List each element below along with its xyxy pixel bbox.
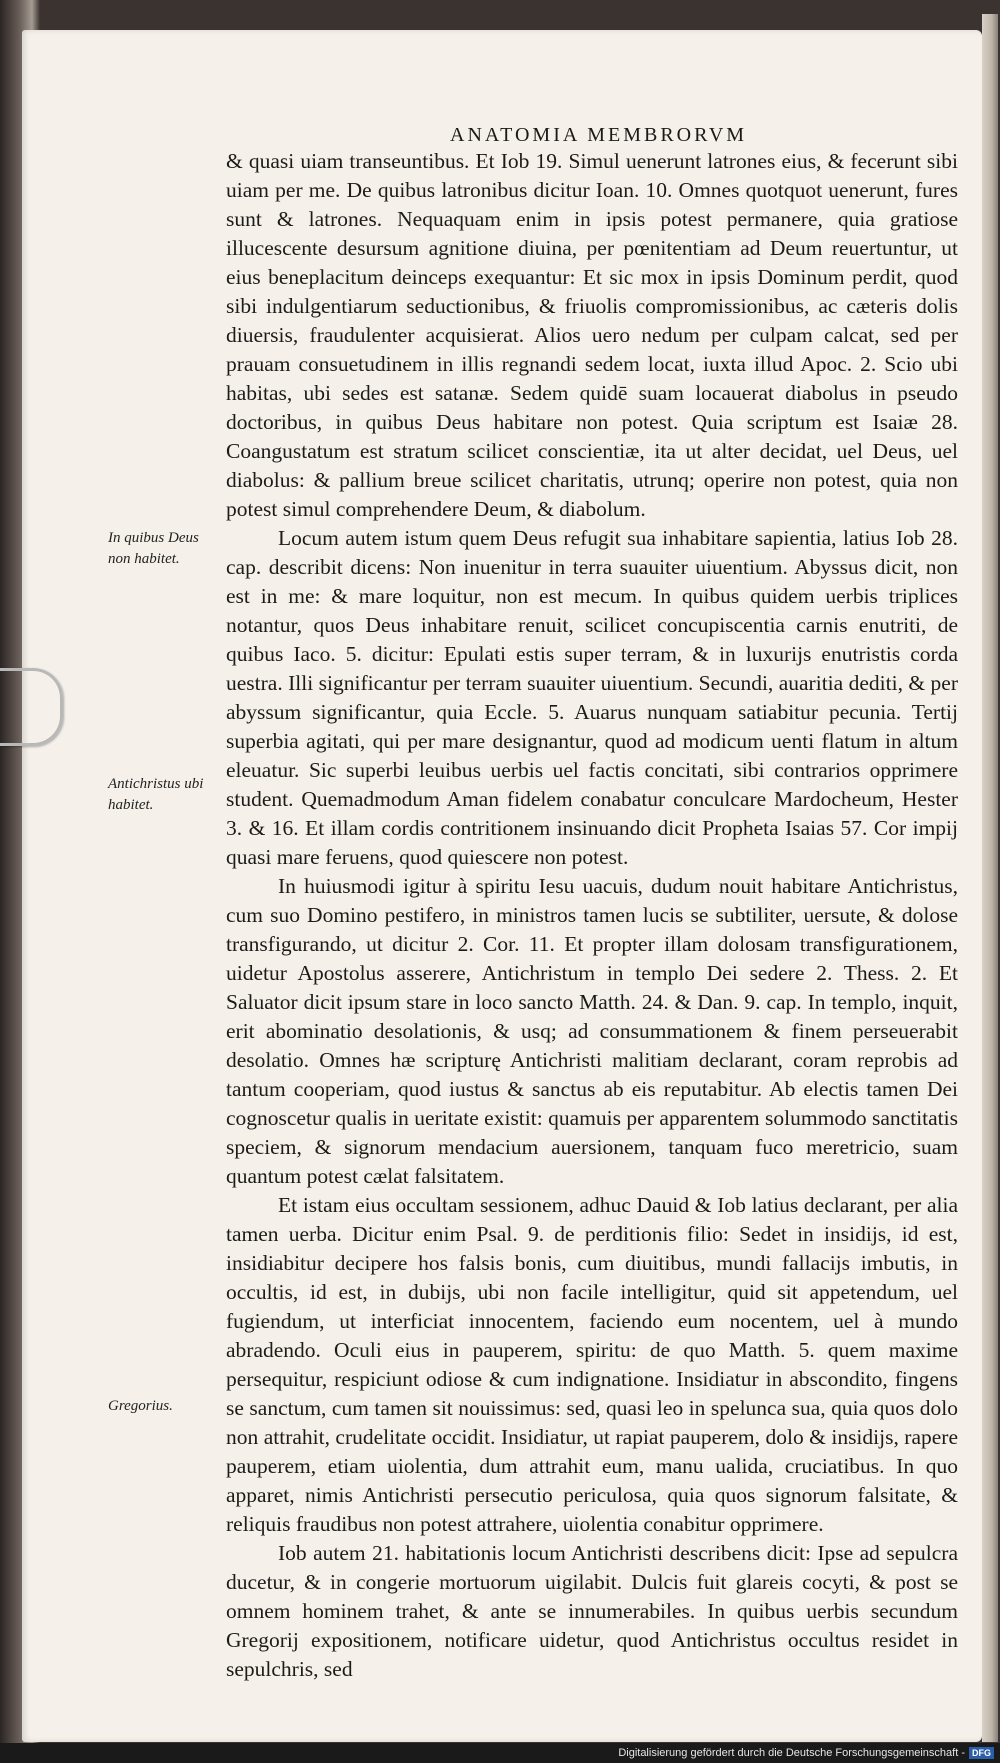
- running-header: ANATOMIA MEMBRORVM: [450, 124, 748, 146]
- footer-credit: Digitalisierung gefördert durch die Deutsche Forschungsgemeinschaft -: [618, 1747, 965, 1759]
- paragraph-3: In huiusmodi igitur à spiritu Iesu uacuis, dudum nouit habitare Antichristus, cum suo Domino pestifero, in ministros tamen lucis se subtiliter, uersute, & dolose transfigurando, ut dicitur 2. Cor. 11. Et propter illam dolosam transfigurationem, uidetur Apostolus asserere, Antichristum in templo Dei sedere 2. Thess. 2. Et Saluator dicit ipsum stare in loco sancto Matth. 24. & Dan. 9. cap. In templo, inquit, erit abominatio desolationis, & usq; ad consummationem & finem perseuerabit desolatio. Omnes hæ scripturę Antichristi malitiam declarant, coram reprobis ad tantum cooperiam, quod iustus & sanctus ab eis reputabitur. Ab electis tamen Dei cognoscetur qualis in ueritate existit: quamuis per apparentem solummodo sanctitatis speciem, & signorum mendacium auersionem, tanquam fuco meretricio, suam quantum potest cælat falsitatem.: [226, 874, 958, 1188]
- marginal-note-gregorius: Gregorius.: [108, 1398, 173, 1414]
- paragraph-2: Locum autem istum quem Deus refugit sua inhabitare sapientia, latius Iob 28. cap. describit dicens: Non inuenitur in terra suauiter uiuentium. Abyssus dicit, non est in me: & mare loquitur, non est mecum. In quibus quidem uerbis triplices notantur, quos Deus inhabitare renuit, scilicet concupiscentia carnis enutriti, de quibus Iaco. 5. dicitur: Epulati estis super terram, & in luxurijs enutristis corda uestra. Illi significantur per terram suauiter uiuentium. Secundi, auaritia dediti, & per abyssum significantur, quia Eccle. 5. Auarus nunquam satiabitur pecunia. Tertij superbia agitati, qui per mare designantur, quod ad modicum uenti flatum in altum eleuatur. Sic superbi leuibus uerbis uel factis concitati, sibi contrarios opprimere student. Quemadmodum Aman fidelem conabatur conculcare Mardocheum, Hester 3. & 16. Et illam cordis contritionem insinuando dicit Propheta Isaias 57. Cor impij quasi mare feruens, quod quiescere non potest.: [226, 526, 958, 869]
- paragraph-4: Et istam eius occultam sessionem, adhuc Dauid & Iob latius declarant, per alia tamen uerba. Dicitur enim Psal. 9. de perditionis filio: Sedet in insidijs, id est, insidiabitur decipere hos falsis bonis, cum diuitibus, mundi fallacijs imbutis, in occultis, id est, in dubijs, ubi non facile intelligitur, quid sit appetendum, uel fugiendum, ut interficiat innocentem, faciendo eum nocentem, uel à mundo abradendo. Oculi eius in pauperem, spiritu: de quo Matth. 5. quem maxime persequitur, respiciunt odiose & cum indignatione. Insidiatur in abscondito, fingens se sanctum, cum tamen sit nouissimus: sed, quasi leo in spelunca sua, quia quos dolo non attrahit, crudelitate occidit. Insidiatur, ut rapiat pauperem, dolo & insidijs, rapere pauperem, etiam uiolentia, dum attrahit eum, manu ualida, cruciatibus. In quo apparet, nimis Antichristi persecutio periculosa, quia quos signorum falsitate, & reliquis fraudibus non potest attrahere, uiolentia conabitur opprimere.: [226, 1193, 958, 1536]
- paper-clip-icon: [0, 668, 63, 746]
- main-text: [226, 147, 958, 1684]
- footer-bar: [0, 1743, 1000, 1763]
- page-edge: [982, 14, 998, 1742]
- marginal-note-deus: In quibus Deus non habitet.: [108, 530, 199, 567]
- marginal-note-antichristus: Antichristus ubi habitet.: [108, 776, 204, 813]
- dfg-logo: DFG: [969, 1747, 994, 1759]
- paragraph-5: Iob autem 21. habitationis locum Antichristi describens dicit: Ipse ad sepulcra ducetur, & in congerie mortuorum uigilabit. Dulcis fuit glareis cocyti, & post se omnem hominem trahet, & ante se innumerabiles. In quibus uerbis secundum Gregorij expositionem, notificare uidetur, quod Antichristus occultus residet in sepulchris, sed: [226, 1541, 958, 1681]
- paragraph-1: & quasi uiam transeuntibus. Et Iob 19. Simul uenerunt latrones eius, & fecerunt sibi uiam per me. De quibus latronibus dicitur Ioan. 10. Omnes quotquot uenerunt, fures sunt & latrones. Nequaquam enim in ipsis potest permanere, quia gratiose illucescente desursum agnitione diuina, per pœnitentiam ad Deum reuertuntur, ut eius beneplacitum deinceps exequantur: Et sic mox in ipsis Dominum perdit, quod sibi indulgentiarum seductionibus, & friuolis compromissionibus, ac cæteris dolis diuersis, fraudulenter acquisierat. Alios uero nedum per culpam calcat, sed per prauam consuetudinem in illis regnandi sedem locat, iuxta illud Apoc. 2. Scio ubi habitas, ubi sedes est satanæ. Sedem quidē suam locauerat diabolus in pseudo doctoribus, in quibus Deus habitare non potest. Quia scriptum est Isaiæ 28. Coangustatum est stratum scilicet conscientiæ, ita ut alter decidat, uel Deus, uel diabolus: & pallium breue scilicet charitatis, utrunq; operire non potest, quia non potest simul comprehendere Deum, & diabolum.: [226, 149, 958, 521]
